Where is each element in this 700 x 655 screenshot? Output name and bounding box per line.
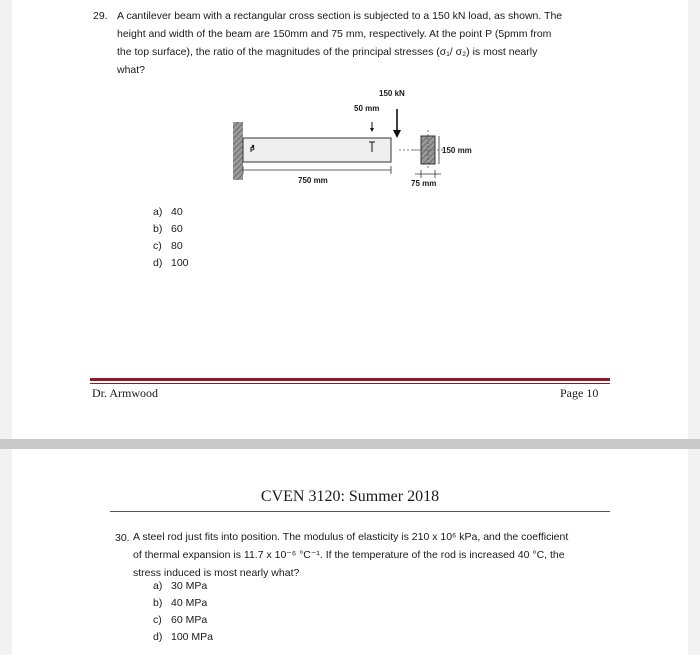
question-30-line-1: A steel rod just fits into position. The modulus of elasticity is 210 x 10⁶ kPa, and the coefficient bbox=[133, 531, 569, 543]
question-30-line-3: stress induced is most nearly what? bbox=[133, 567, 300, 579]
footer-author: Dr. Armwood bbox=[92, 386, 158, 400]
choice-b: b) 60 bbox=[153, 222, 183, 235]
question-30-line-2: of thermal expansion is 11.7 x 10⁻⁶ °C⁻¹. If the temperature of the rod is increased 40 °C, the bbox=[133, 549, 565, 561]
choice-c: c) 60 MPa bbox=[153, 613, 208, 626]
beam-diagram bbox=[225, 84, 505, 194]
fixed-wall-support bbox=[233, 122, 243, 180]
choice-b: b) 40 MPa bbox=[153, 596, 208, 609]
choice-a: a) 40 bbox=[153, 205, 183, 218]
choice-d: d) 100 MPa bbox=[153, 630, 214, 643]
question-29-text bbox=[117, 7, 562, 79]
offset-label: 50 mm bbox=[354, 104, 380, 113]
choice-c: c) 80 bbox=[153, 239, 183, 252]
question-29-line-1: A cantilever beam with a rectangular cross section is subjected to a 150 kN load, as shown. The bbox=[117, 10, 563, 22]
load-arrow-head bbox=[393, 130, 401, 138]
page-edge-left bbox=[0, 0, 12, 439]
page-edge-left bbox=[0, 449, 12, 655]
footer-rule-thin bbox=[90, 383, 610, 384]
page-edge-right bbox=[688, 449, 700, 655]
choice-a: a) 30 MPa bbox=[153, 579, 208, 592]
cantilever-beam-figure bbox=[225, 84, 505, 194]
footer-rule-thick bbox=[90, 378, 610, 381]
height-label: 150 mm bbox=[442, 146, 472, 155]
point-p-label: P bbox=[250, 147, 255, 154]
offset-arrow-head bbox=[370, 128, 374, 132]
choice-d: d) 100 bbox=[153, 256, 189, 269]
header-rule bbox=[110, 511, 610, 512]
question-30-choices bbox=[153, 577, 213, 645]
question-29-line-3: the top surface), the ratio of the magnitudes of the principal stresses (σ₁/ σ₂) is most nearly bbox=[117, 46, 538, 58]
question-29-choices bbox=[153, 203, 189, 271]
beam-body bbox=[243, 138, 391, 162]
question-29-line-2: height and width of the beam are 150mm and 75 mm, respectively. At the point P (5pmm from bbox=[117, 28, 552, 40]
question-29-number: 29. bbox=[93, 10, 108, 22]
page-11 bbox=[0, 449, 700, 655]
question-29-line-4: what? bbox=[117, 64, 146, 76]
question-30-number: 30. bbox=[115, 532, 130, 544]
width-label: 75 mm bbox=[411, 179, 437, 188]
page-gap bbox=[0, 439, 700, 449]
question-30-text bbox=[133, 528, 568, 582]
length-label: 750 mm bbox=[298, 176, 328, 185]
footer-page-number: Page 10 bbox=[560, 386, 599, 400]
load-label: 150 kN bbox=[379, 89, 405, 98]
page-edge-right bbox=[688, 0, 700, 439]
page-header-title: CVEN 3120: Summer 2018 bbox=[260, 488, 440, 505]
